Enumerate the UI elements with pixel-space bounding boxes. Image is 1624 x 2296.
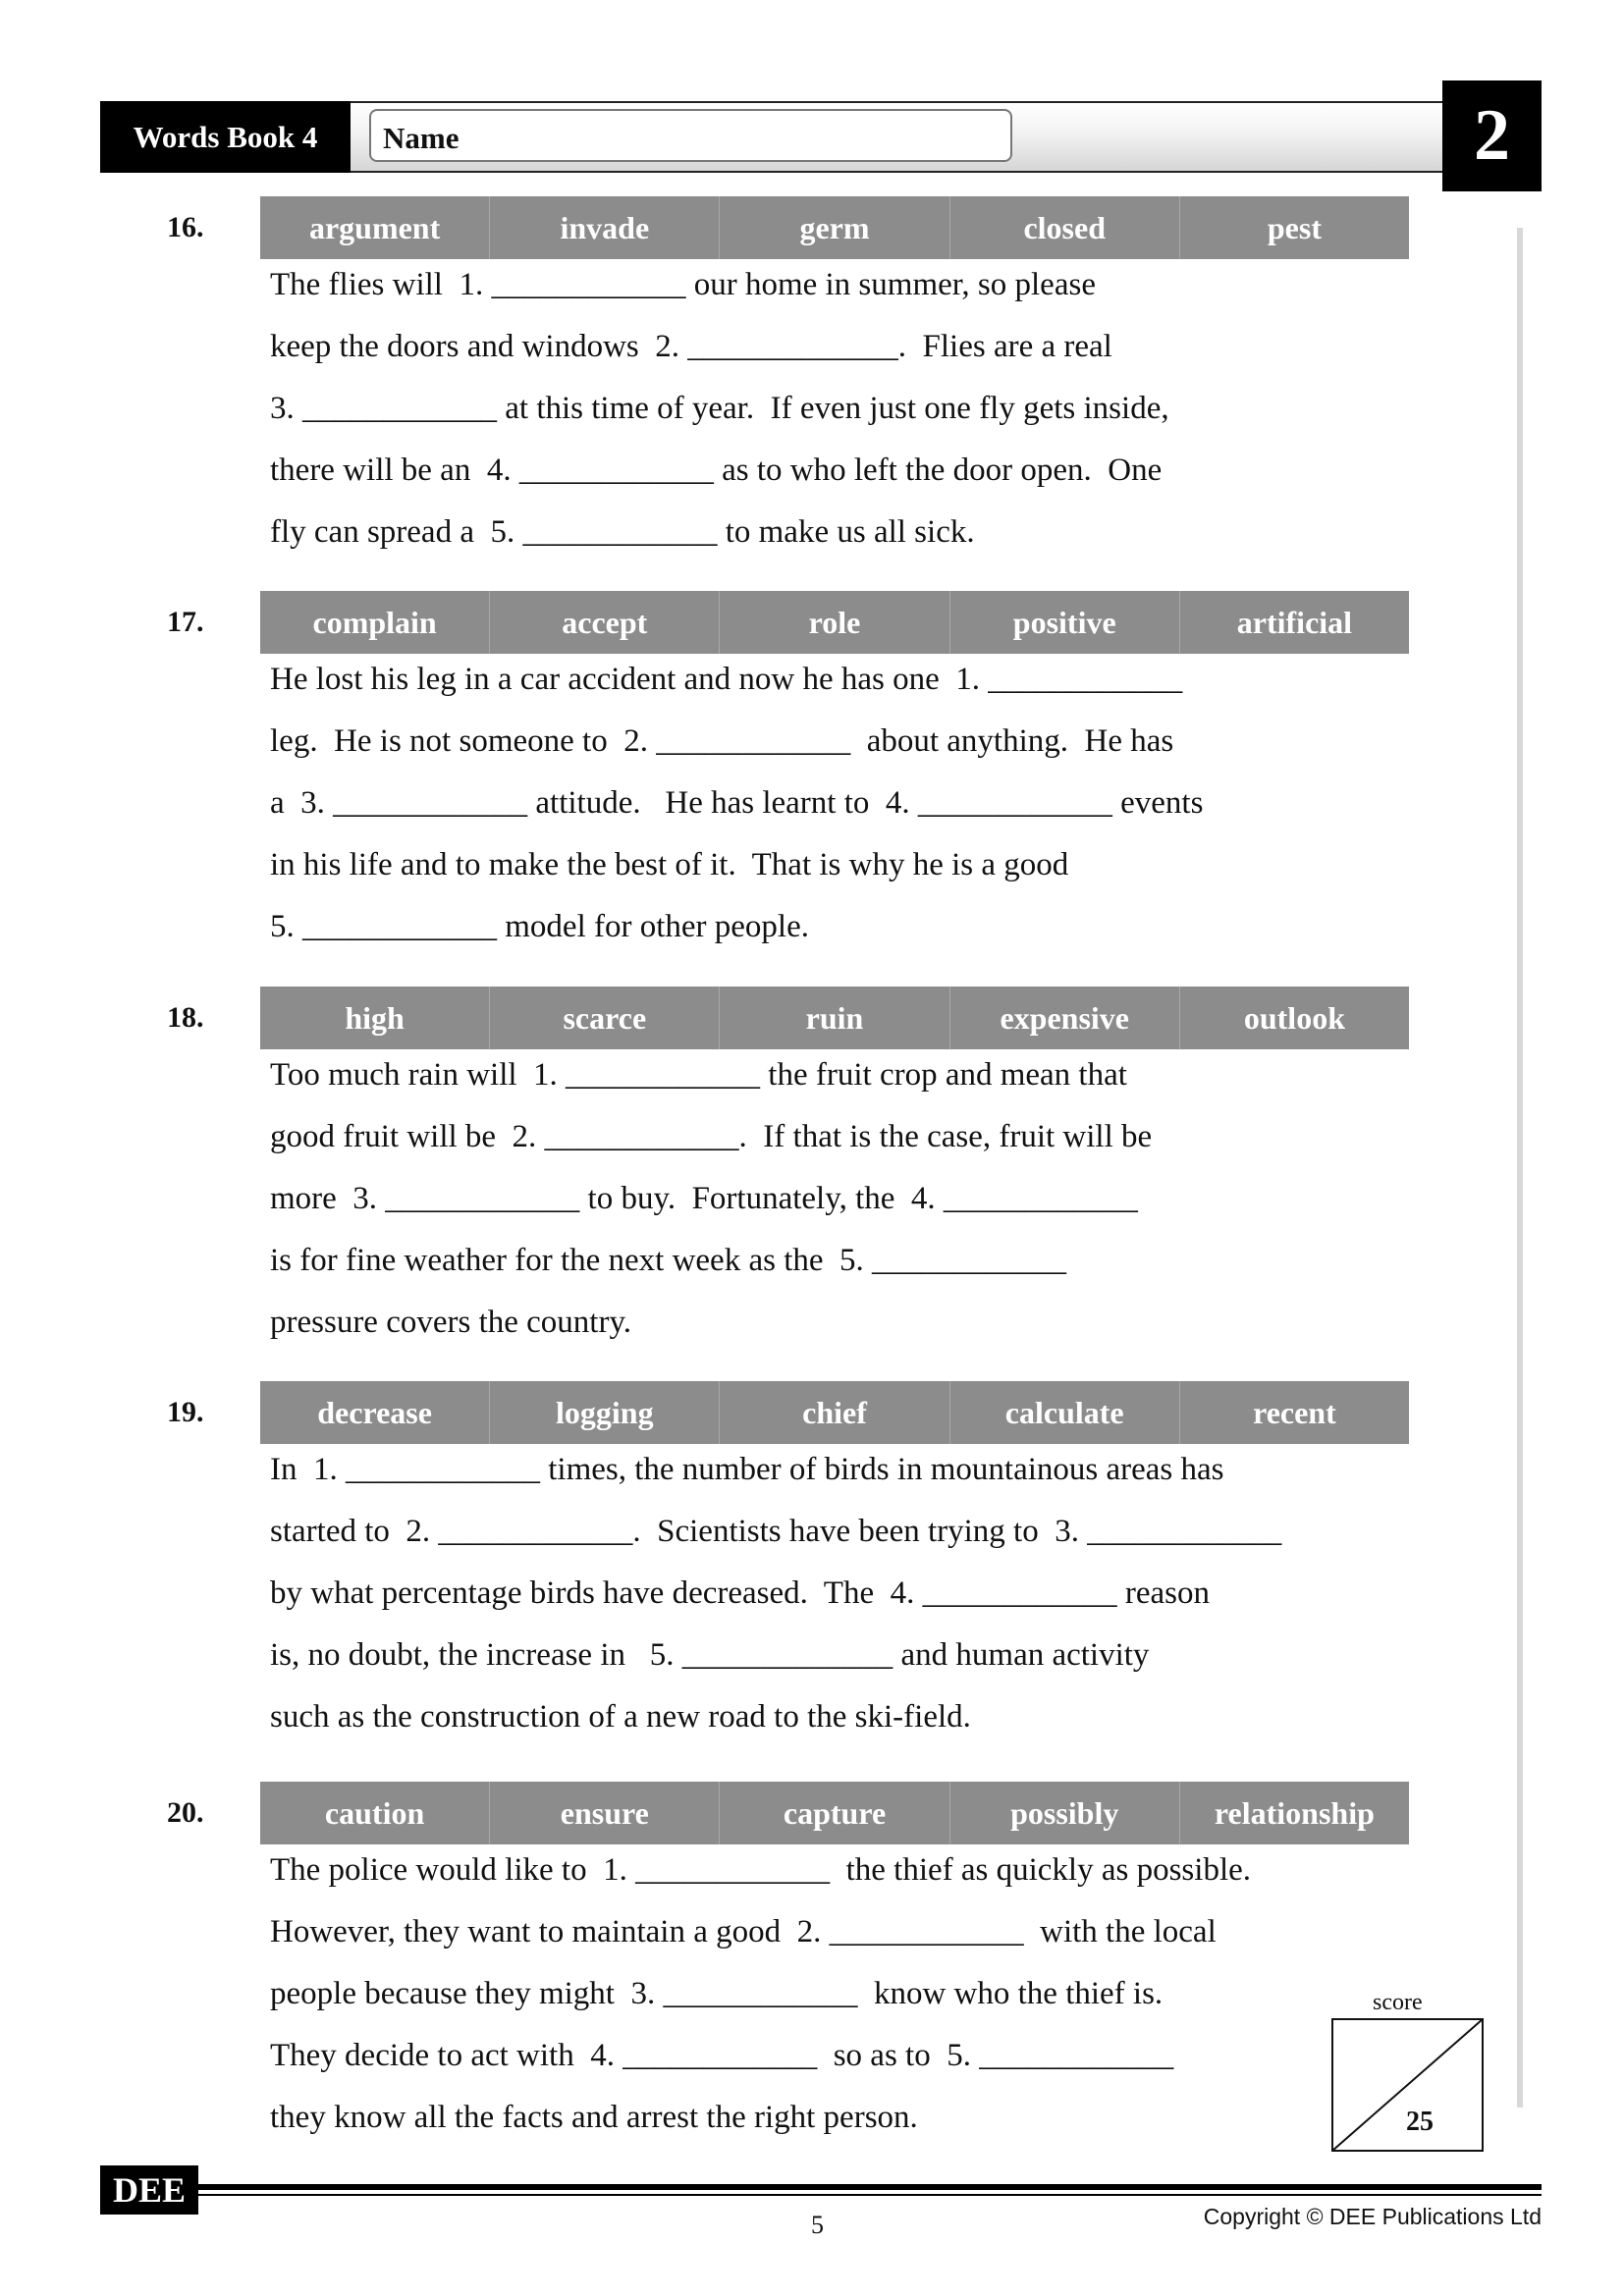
page-number: 5 (811, 2211, 824, 2239)
exercise-number: 17. (167, 606, 204, 638)
exercise-number: 16. (167, 211, 204, 243)
word-bank-item: ensure (489, 1782, 719, 1844)
word-bank-item: positive (949, 591, 1179, 654)
word-bank-item: pest (1179, 196, 1409, 259)
text-line: The police would like to 1. ____________ the thief as quickly as possible. (270, 1852, 1252, 1888)
text-line: is, no doubt, the increase in 5. _____________ and human activity (270, 1637, 1150, 1673)
page-badge: 2 (1442, 80, 1542, 191)
word-bank-item: invade (489, 196, 719, 259)
word-bank-item: complain (312, 605, 437, 640)
text-line: In 1. ____________ times, the number of birds in mountainous areas has (270, 1452, 1224, 1487)
exercise-number: 20. (167, 1796, 204, 1829)
word-bank-item: scarce (489, 987, 719, 1049)
text-line: They decide to act with 4. ____________ so as to 5. ____________ (270, 2038, 1174, 2073)
word-bank (260, 591, 1409, 654)
word-bank (260, 1381, 1409, 1444)
text-line: He lost his leg in a car accident and now he has one 1. ____________ (270, 662, 1183, 697)
word-bank-item: artificial (1179, 591, 1409, 654)
text-line: started to 2. ____________. Scientists have been trying to 3. ____________ (270, 1514, 1282, 1549)
publisher-logo: DEE (100, 2165, 198, 2215)
word-bank (260, 987, 1409, 1049)
word-bank-item: possibly (949, 1782, 1179, 1844)
text-line: is for fine weather for the next week as the 5. ____________ (270, 1243, 1067, 1278)
text-line: 3. ____________ at this time of year. If even just one fly gets inside, (270, 391, 1169, 426)
word-bank-item: logging (489, 1381, 719, 1444)
text-line: there will be an 4. ____________ as to who left the door open. One (270, 453, 1163, 488)
text-line: people because they might 3. ____________ know who the thief is. (270, 1976, 1164, 2011)
text-line: they know all the facts and arrest the right person. (270, 2100, 918, 2135)
text-line: by what percentage birds have decreased. The 4. ____________ reason (270, 1575, 1210, 1611)
text-line: leg. He is not someone to 2. ____________ about anything. He has (270, 723, 1174, 759)
word-bank-item: ruin (719, 987, 948, 1049)
text-line: a 3. ____________ attitude. He has learnt to 4. ____________ events (270, 785, 1204, 821)
word-bank-item: accept (489, 591, 719, 654)
exercise-number: 19. (167, 1396, 204, 1428)
text-line: pressure covers the country. (270, 1305, 632, 1340)
text-line: However, they want to maintain a good 2. ____________ with the local (270, 1914, 1217, 1949)
sidebar-rule (1517, 228, 1523, 2108)
word-bank-item: chief (719, 1381, 948, 1444)
word-bank-item: capture (719, 1782, 948, 1844)
footer-rule-thin (198, 2194, 1542, 2196)
text-line: keep the doors and windows 2. _____________. Flies are a real (270, 329, 1112, 364)
word-bank-item: closed (949, 196, 1179, 259)
word-bank-item: expensive (949, 987, 1179, 1049)
word-bank-item: recent (1179, 1381, 1409, 1444)
text-line: Too much rain will 1. ____________ the fruit crop and mean that (270, 1057, 1127, 1093)
text-line: good fruit will be 2. ____________. If that is the case, fruit will be (270, 1119, 1153, 1154)
text-line: The flies will 1. ____________ our home in summer, so please (270, 267, 1096, 302)
name-field[interactable] (369, 109, 1012, 162)
word-bank-item: decrease (317, 1395, 432, 1430)
word-bank-item: calculate (949, 1381, 1179, 1444)
score-label: score (1373, 1990, 1423, 2015)
word-bank (260, 196, 1409, 259)
text-line: in his life and to make the best of it. That is why he is a good (270, 847, 1069, 882)
word-bank-item: outlook (1179, 987, 1409, 1049)
exercise-number: 18. (167, 1001, 204, 1034)
word-bank-item: role (719, 591, 948, 654)
text-line: more 3. ____________ to buy. Fortunately, the 4. ____________ (270, 1181, 1138, 1216)
text-line: such as the construction of a new road to the ski-field. (270, 1699, 971, 1735)
text-line: fly can spread a 5. ____________ to make us all sick. (270, 514, 975, 550)
footer-rule (198, 2184, 1542, 2190)
score-total: 25 (1406, 2107, 1434, 2137)
word-bank-item: germ (719, 196, 948, 259)
name-label: Name (383, 121, 460, 155)
word-bank-item: high (345, 1000, 405, 1036)
book-title: Words Book 4 (100, 101, 351, 173)
word-bank-item: caution (324, 1795, 425, 1831)
text-line: 5. ____________ model for other people. (270, 909, 809, 944)
word-bank-item: relationship (1179, 1782, 1409, 1844)
word-bank-item: argument (308, 210, 441, 245)
copyright: Copyright © DEE Publications Ltd (1203, 2204, 1542, 2229)
word-bank (260, 1782, 1409, 1844)
